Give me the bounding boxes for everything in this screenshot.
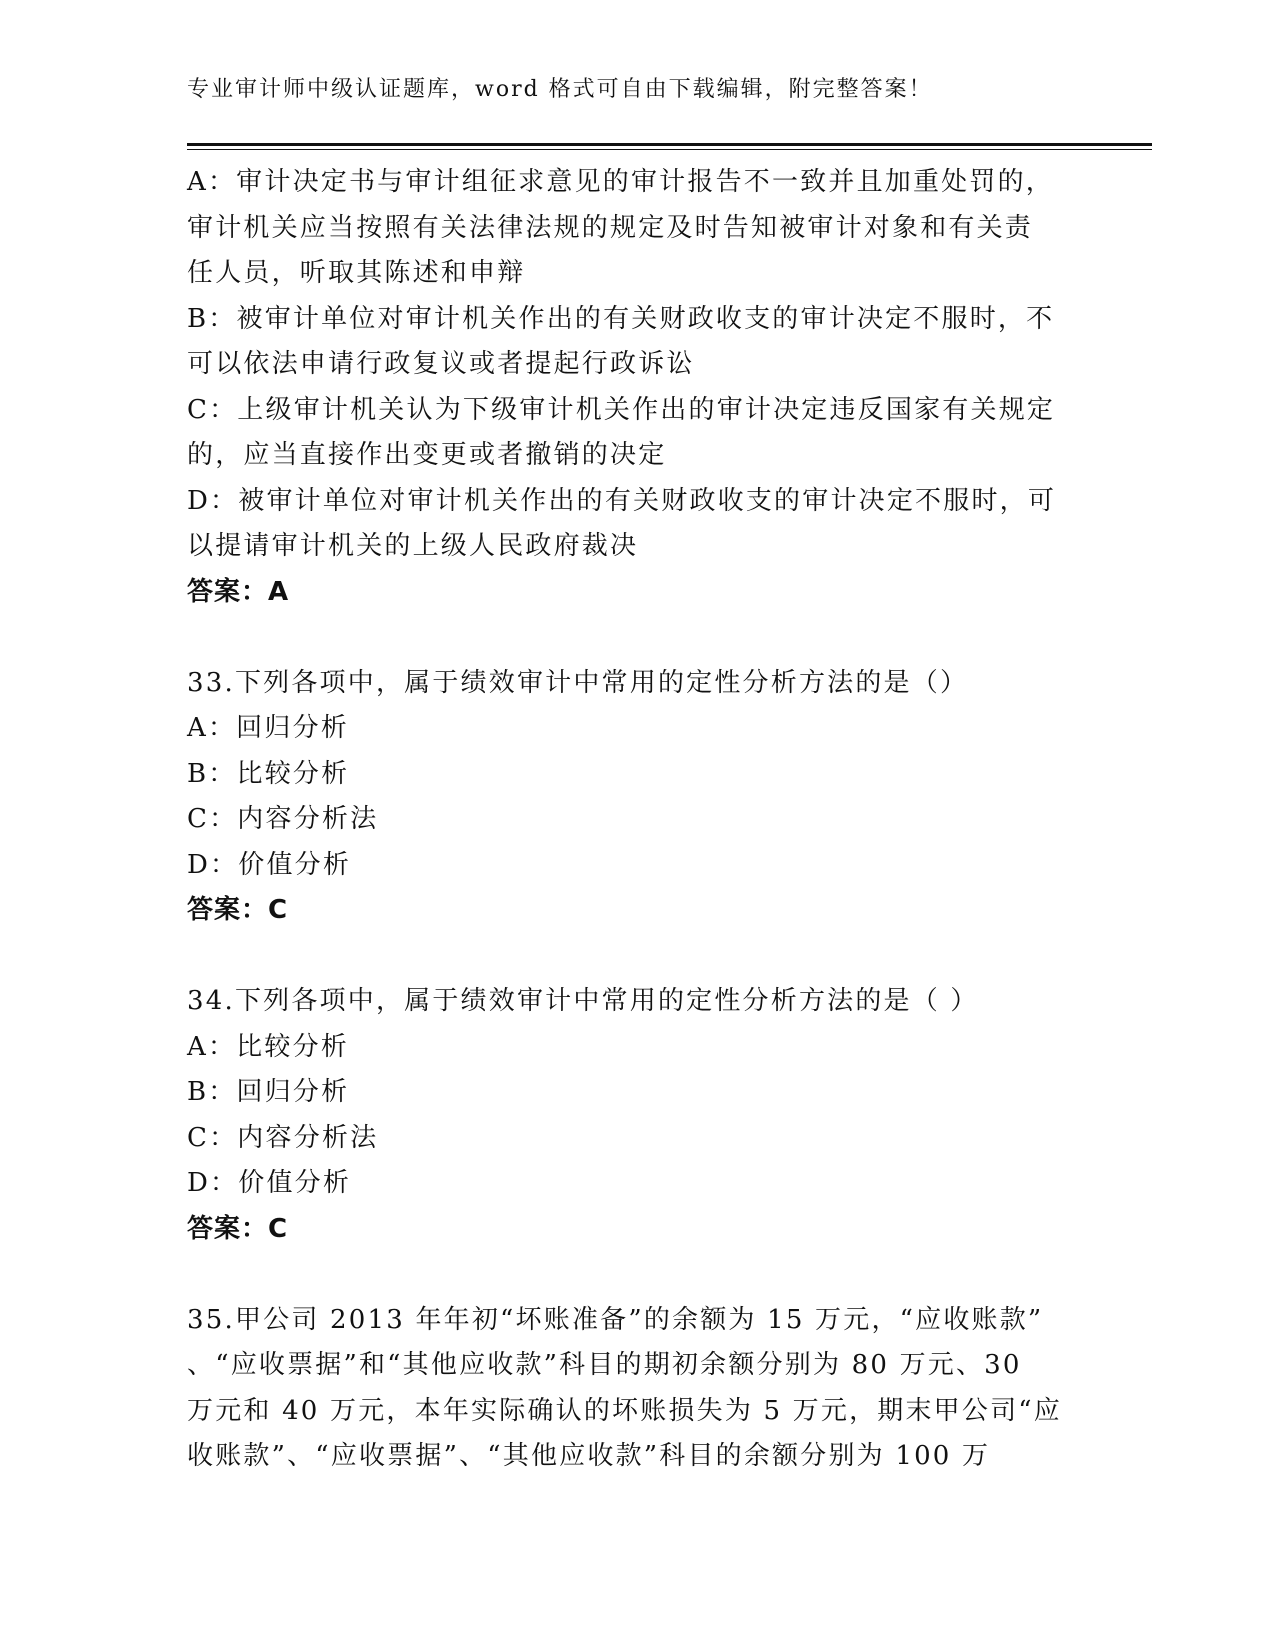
q33-stem: 33.下列各项中，属于绩效审计中常用的定性分析方法的是（）	[187, 667, 969, 698]
spacer	[187, 1252, 1087, 1298]
q33-option-a: A：回归分析	[187, 713, 349, 743]
q34-option-d: D：价值分析	[187, 1168, 352, 1198]
q35-stem-line1: 35.甲公司 2013 年年初“坏账准备”的余额为 15 万元，“应收账款”	[187, 1304, 1044, 1335]
q33-option-d: D：价值分析	[187, 849, 352, 880]
q32-option-d-line1: D：被审计单位对审计机关作出的有关财政收支的审计决定不服时，可	[187, 485, 1057, 516]
q32-option-c-line1: C：上级审计机关认为下级审计机关作出的审计决定违反国家有关规定	[187, 394, 1056, 425]
spacer	[187, 615, 1087, 661]
q32-option-a-line3: 任人员，听取其陈述和申辩	[187, 258, 526, 288]
q34-answer: 答案：C	[187, 1213, 289, 1244]
q34-option-b: B：回归分析	[187, 1077, 350, 1107]
q32-answer: 答案：A	[187, 576, 290, 607]
question-content	[187, 160, 1087, 1480]
q34-option-c: C：内容分析法	[187, 1122, 379, 1153]
header-divider-thin	[187, 149, 1152, 150]
header-divider-thick	[187, 143, 1152, 146]
q34-option-a: A：比较分析	[187, 1031, 349, 1062]
q34-stem: 34.下列各项中，属于绩效审计中常用的定性分析方法的是（ ）	[187, 986, 979, 1016]
q33-answer: 答案：C	[187, 895, 289, 925]
q35-stem-line4: 收账款”、“应收票据”、“其他应收款”科目的余额分别为 100 万	[187, 1441, 991, 1471]
q32-option-a-line2: 审计机关应当按照有关法律法规的规定及时告知被审计对象和有关责	[187, 212, 1034, 243]
q33-option-c: C：内容分析法	[187, 804, 379, 834]
q32-option-b-line2: 可以依法申请行政复议或者提起行政诉讼	[187, 349, 695, 379]
q33-option-b: B：比较分析	[187, 758, 350, 789]
q35-stem-line2: 、“应收票据”和“其他应收款”科目的期初余额分别为 80 万元、30	[187, 1350, 1022, 1380]
q32-option-d-line2: 以提请审计机关的上级人民政府裁决	[187, 531, 639, 561]
q32-option-b-line1: B：被审计单位对审计机关作出的有关财政收支的审计决定不服时，不	[187, 303, 1055, 334]
q32-option-a-line1: A：审计决定书与审计组征求意见的审计报告不一致并且加重处罚的，	[187, 167, 1054, 197]
spacer	[187, 934, 1087, 980]
q35-stem-line3: 万元和 40 万元，本年实际确认的坏账损失为 5 万元，期末甲公司“应	[187, 1395, 1062, 1426]
q32-option-c-line2: 的，应当直接作出变更或者撤销的决定	[187, 440, 667, 470]
page-header: 专业审计师中级认证题库，word 格式可自由下载编辑，附完整答案！	[187, 77, 933, 102]
